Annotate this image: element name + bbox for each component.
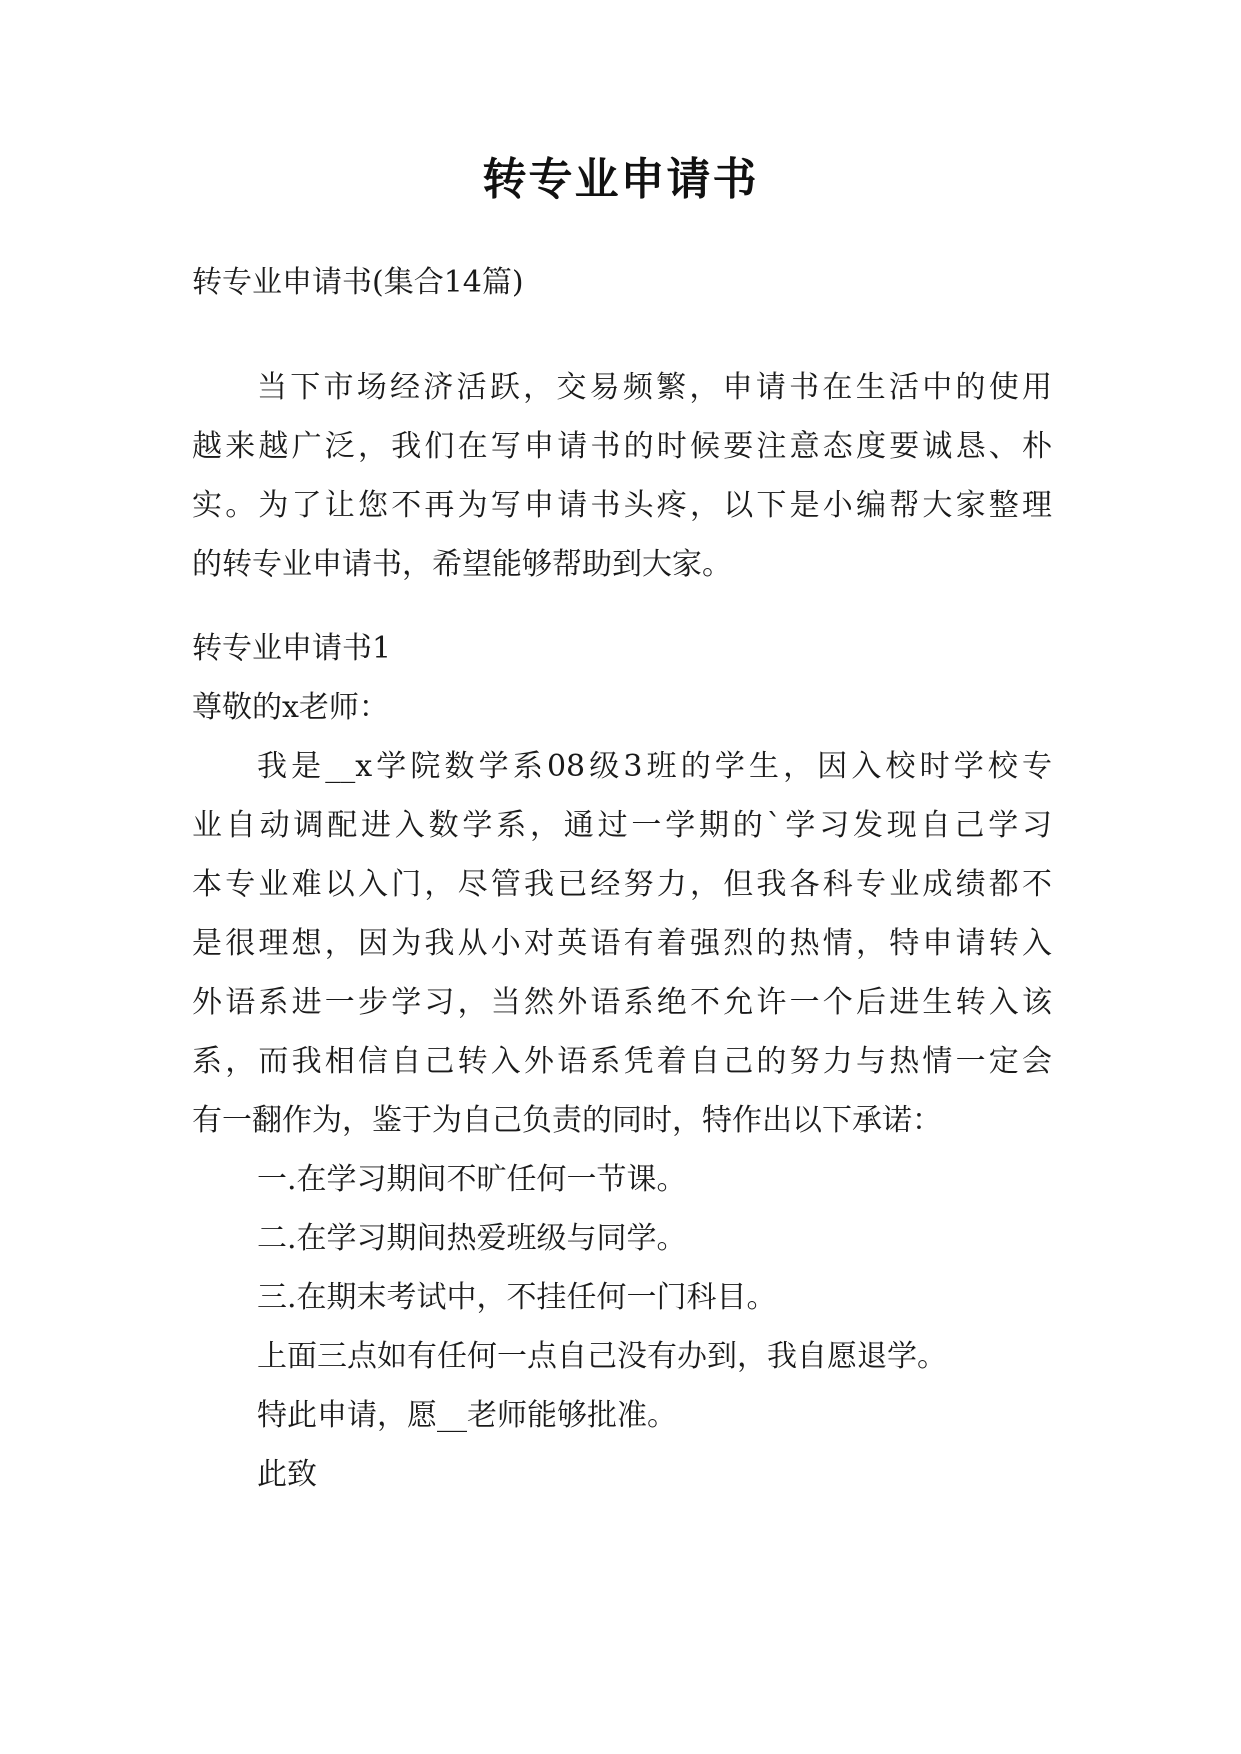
section-heading: 转专业申请书1 — [192, 631, 392, 666]
closing-line: 上面三点如有任何一点自己没有办到，我自愿退学。 — [257, 1339, 947, 1374]
document-subtitle: 转专业申请书(集合14篇) — [192, 265, 524, 300]
closing-line: 此致 — [257, 1457, 317, 1492]
intro-line: 越来越广泛，我们在写申请书的时候要注意态度要诚恳、朴 — [192, 429, 1052, 464]
closing-line: 特此申请，愿__老师能够批准。 — [257, 1398, 677, 1433]
promise-item: 二.在学习期间热爱班级与同学。 — [257, 1221, 687, 1256]
salutation: 尊敬的x老师： — [192, 690, 389, 725]
intro-line: 当下市场经济活跃，交易频繁，申请书在生活中的使用 — [257, 370, 1052, 405]
body-line: 本专业难以入门，尽管我已经努力，但我各科专业成绩都不 — [192, 867, 1052, 902]
body-line: 外语系进一步学习，当然外语系绝不允许一个后进生转入该 — [192, 985, 1052, 1020]
document-subtitle-block — [192, 253, 1052, 312]
body-line: 是很理想，因为我从小对英语有着强烈的热情，特申请转入 — [192, 926, 1052, 961]
promise-item: 一.在学习期间不旷任何一节课。 — [257, 1162, 687, 1197]
promise-item: 三.在期末考试中，不挂任何一门科目。 — [257, 1280, 777, 1315]
body-line: 系，而我相信自己转入外语系凭着自己的努力与热情一定会 — [192, 1044, 1052, 1079]
body-line: 业自动调配进入数学系，通过一学期的`学习发现自己学习 — [192, 808, 1052, 843]
intro-paragraph — [192, 358, 1052, 594]
body-line: 我是__x学院数学系08级3班的学生，因入校时学校专 — [257, 749, 1052, 784]
intro-line: 实。为了让您不再为写申请书头疼，以下是小编帮大家整理 — [192, 488, 1052, 523]
body-line: 有一翻作为，鉴于为自己负责的同时，特作出以下承诺： — [192, 1103, 942, 1138]
document-title: 转专业申请书 — [482, 154, 759, 205]
intro-line: 的转专业申请书，希望能够帮助到大家。 — [192, 547, 732, 582]
section-1 — [192, 619, 1052, 1504]
